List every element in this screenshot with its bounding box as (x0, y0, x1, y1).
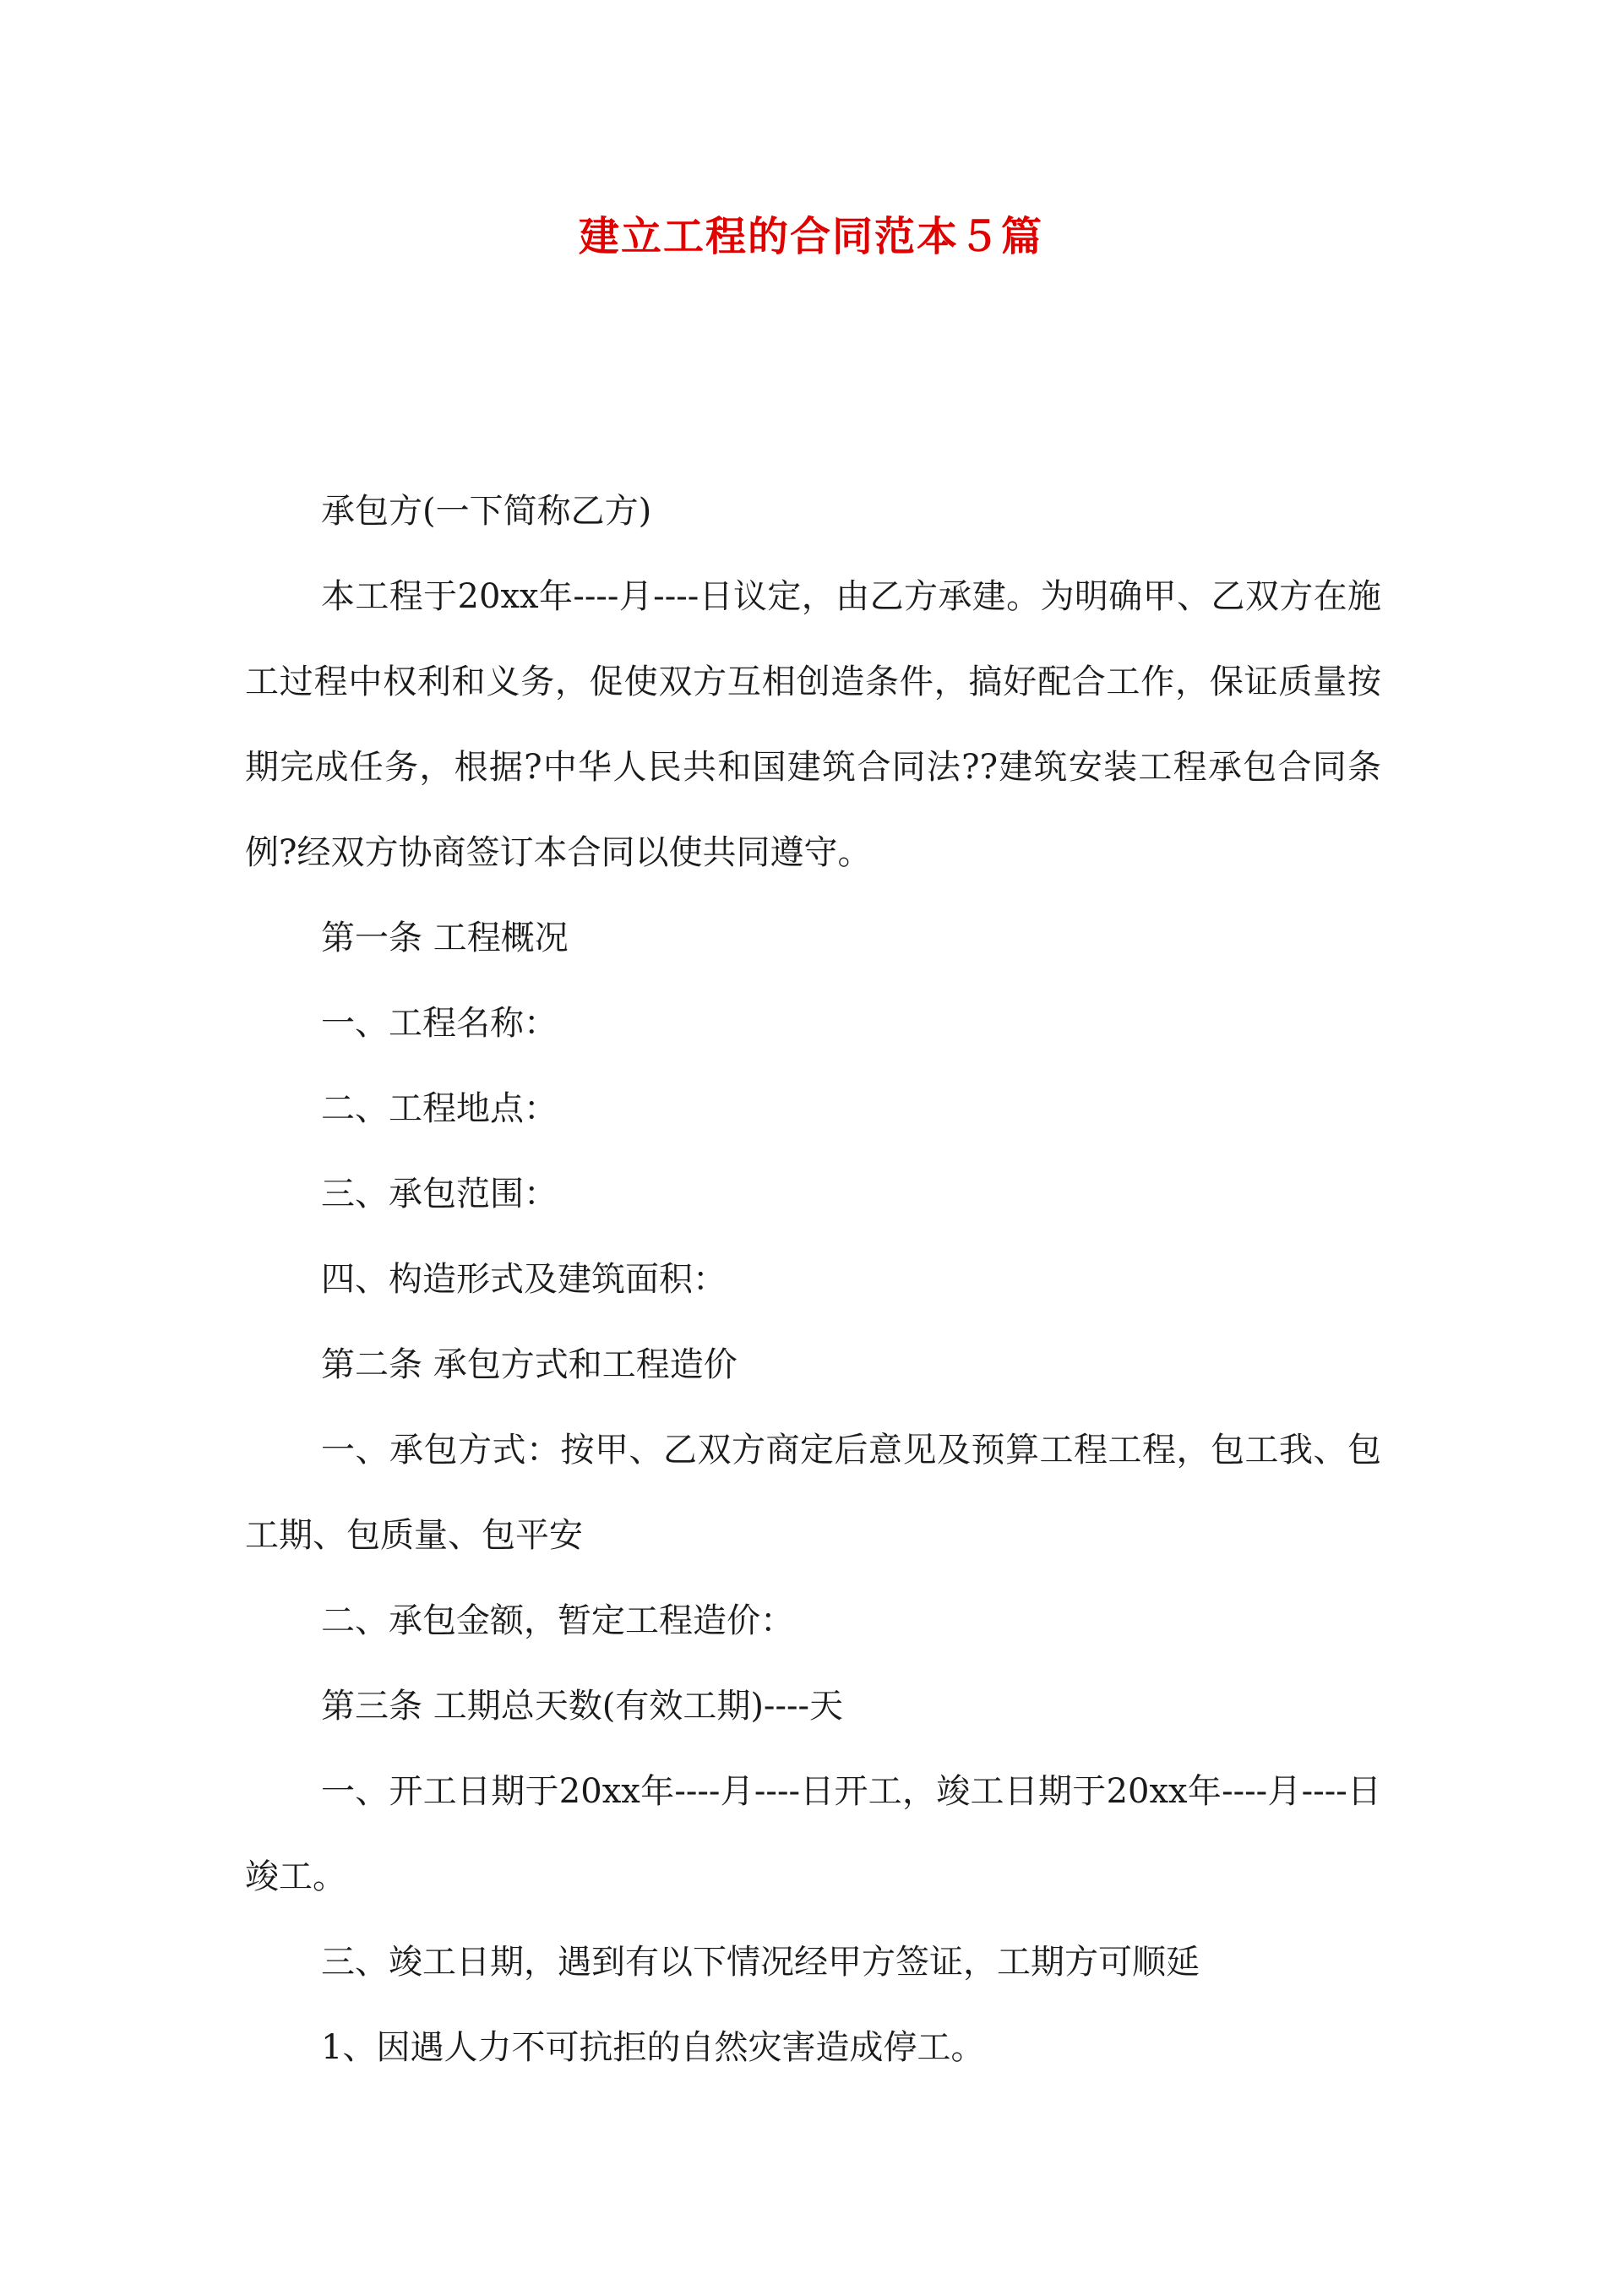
structure-area-line: 四、构造形式及建筑面积： (321, 1260, 727, 1299)
project-location-line: 二、工程地点： (321, 1089, 558, 1128)
paragraph-intro: 本工程于20xx年----月----日议定，由乙方承建。为明确甲、乙双方在施工过程中权利和义务，促使双方互相创造条件，搞好配合工作，保证质量按期完成任务，根据?中华人民共和国建筑合同法??建筑安装工程承包合同条例?经双方协商签订本合同以使共同遵守。 (245, 577, 1381, 872)
document-title: 建立工程的合同范本５篇 (578, 213, 1043, 260)
article-3-heading: 第三条 工期总天数(有效工期)----天 (321, 1687, 843, 1726)
project-name-line: 一、工程名称： (321, 1004, 558, 1043)
paragraph-contractor: 承包方(一下简称乙方) (321, 492, 652, 531)
completion-extension-line: 三、竣工日期，遇到有以下情况经甲方签证，工期方可顺延 (321, 1943, 1200, 1982)
article-2-heading: 第二条 承包方式和工程造价 (321, 1345, 738, 1384)
contract-amount-line: 二、承包金额，暂定工程造价： (321, 1601, 794, 1640)
force-majeure-line: 1、因遇人力不可抗拒的自然灾害造成停工。 (321, 2028, 985, 2067)
document-body (245, 469, 1381, 2091)
schedule-dates-paragraph: 一、开工日期于20xx年----月----日开工，竣工日期于20xx年----月----日竣工。 (245, 1772, 1381, 1896)
contract-method-paragraph: 一、承包方式：按甲、乙双方商定后意见及预算工程工程，包工我、包工期、包质量、包平安 (245, 1431, 1381, 1555)
article-1-heading: 第一条 工程概况 (321, 919, 569, 957)
contract-scope-line: 三、承包范围： (321, 1175, 558, 1213)
